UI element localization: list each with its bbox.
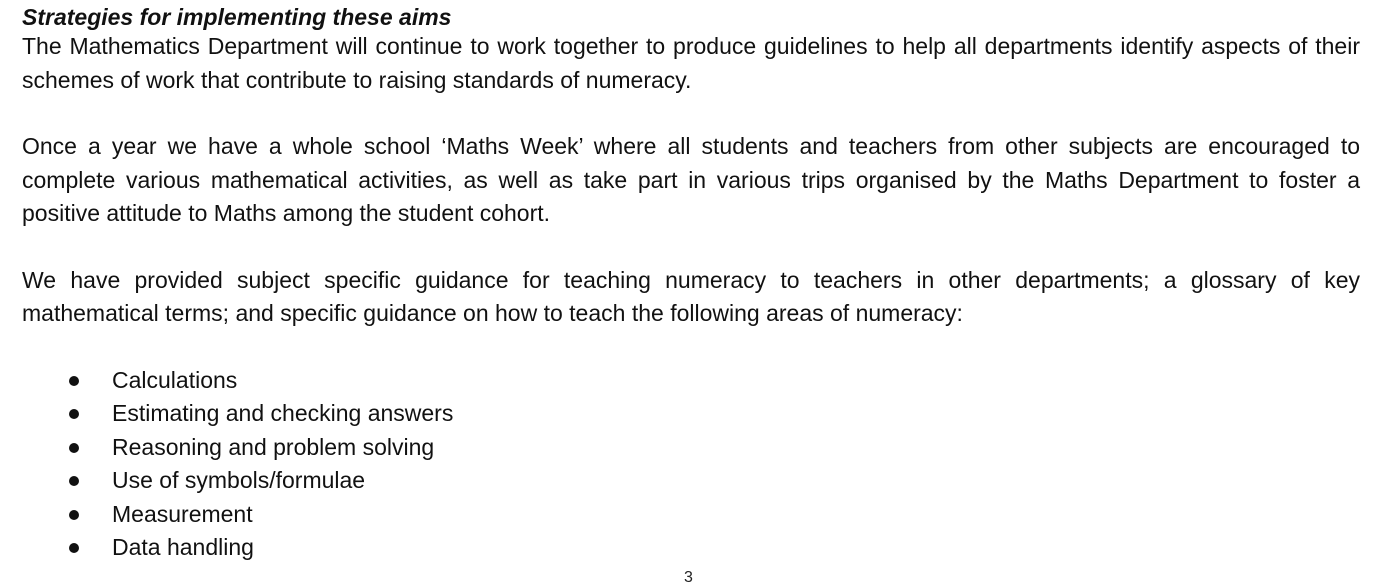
numeracy-areas-list (22, 364, 1360, 565)
list-item-label: Use of symbols/formulae (112, 467, 366, 493)
page-number: 3 (684, 569, 693, 586)
bullet-icon (69, 510, 79, 520)
list-item (22, 364, 1360, 398)
list-item (22, 464, 1360, 498)
document-page (22, 4, 1360, 565)
bullet-icon (69, 376, 79, 386)
list-item (22, 531, 1360, 565)
list-item-label: Calculations (112, 366, 238, 393)
list-item-label: Reasoning and problem solving (112, 433, 435, 460)
paragraph-guidelines: The Mathematics Department will continue to work together to produce guidelines to help all departments identify aspects of their schemes of work that contribute to raising standards of numeracy. (22, 33, 1360, 93)
bullet-icon (69, 476, 79, 486)
paragraph-guidance: We have provided subject specific guidance for teaching numeracy to teachers in other departments; a glossary of key mathematical terms; and specific guidance on how to teach the following areas of numeracy: (22, 266, 1360, 326)
list-item-label: Measurement (112, 500, 253, 527)
section-heading: Strategies for implementing these aims (22, 4, 452, 30)
bullet-icon (69, 543, 79, 553)
bullet-icon (69, 443, 79, 453)
list-item-label: Data handling (112, 534, 254, 560)
paragraph-maths-week: Once a year we have a whole school ‘Maths Week’ where all students and teachers from other subjects are encouraged to complete various mathematical activities, as well as take part in various trips organised by the Maths Department to foster a positive attitude to Maths among the student cohort. (22, 133, 1360, 226)
list-item (22, 397, 1360, 431)
list-item (22, 498, 1360, 532)
bullet-icon (69, 409, 79, 419)
list-item (22, 431, 1360, 465)
list-item-label: Estimating and checking answers (112, 400, 454, 426)
